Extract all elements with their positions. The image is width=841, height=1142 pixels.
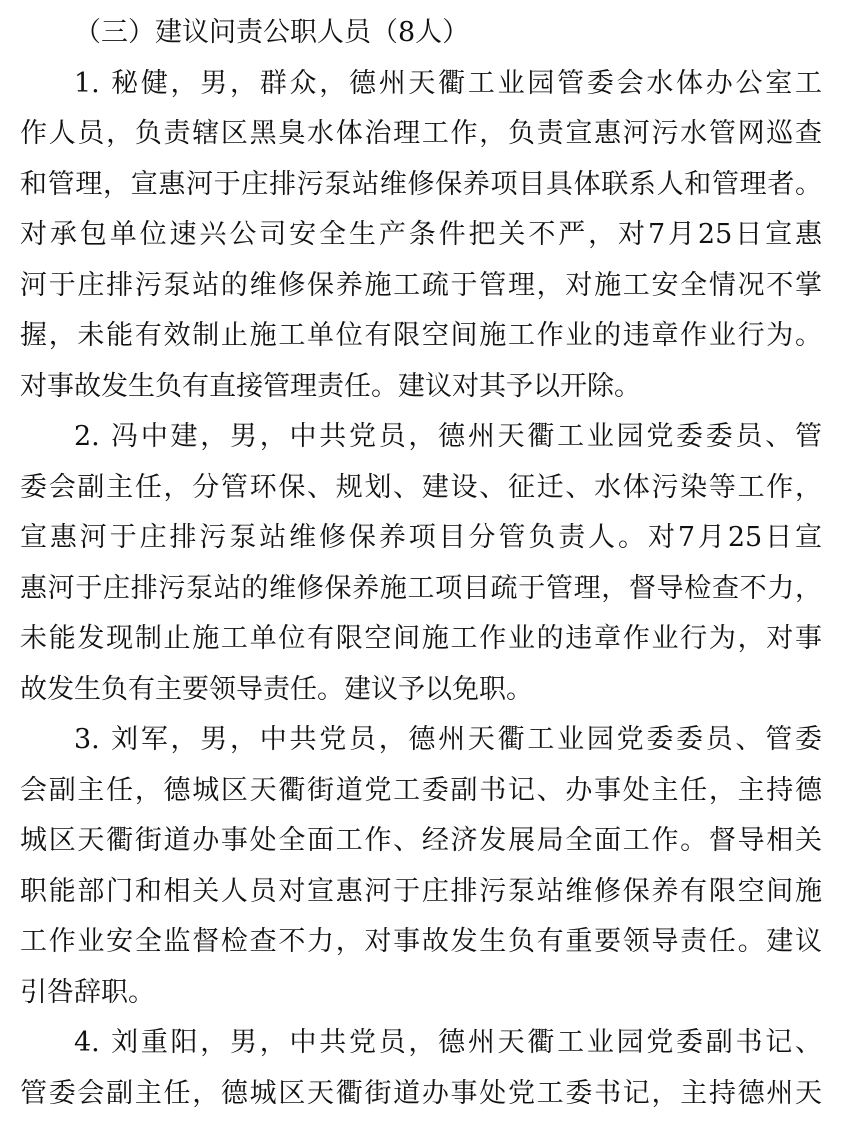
paragraph-2-line-4: 惠河于庄排污泵站的维修保养施工项目疏于管理，督导检查不力， bbox=[20, 572, 822, 604]
document-body bbox=[20, 8, 822, 1119]
paragraph-2-line-6: 故发生负有主要领导责任。建议予以免职。 bbox=[20, 673, 533, 705]
paragraph-3-line-1: 3. 刘军，男，中共党员，德州天衢工业园党委委员、管委 bbox=[74, 724, 822, 755]
paragraph-1-line-6: 握，未能有效制止施工单位有限空间施工作业的违章作业行为。 bbox=[20, 320, 822, 351]
paragraph-2-line-1: 2. 冯中建，男，中共党员，德州天衢工业园党委委员、管 bbox=[74, 421, 822, 452]
paragraph-1-line-2: 作人员，负责辖区黑臭水体治理工作，负责宣惠河污水管网巡查 bbox=[20, 118, 822, 149]
section-heading: （三）建议问责公职人员（8人） bbox=[74, 17, 470, 48]
paragraph-1-line-1: 1. 秘健，男，群众，德州天衢工业园管委会水体办公室工 bbox=[74, 67, 822, 99]
paragraph-3-line-6: 引咎辞职。 bbox=[20, 976, 155, 1008]
paragraph-1-line-3: 和管理，宣惠河于庄排污泵站维修保养项目具体联系人和管理者。 bbox=[20, 168, 822, 200]
paragraph-4-line-2: 管委会副主任，德城区天衢街道办事处党工委书记，主持德州天 bbox=[20, 1077, 822, 1109]
paragraph-1-line-4: 对承包单位速兴公司安全生产条件把关不严，对7月25日宣惠 bbox=[20, 219, 822, 250]
paragraph-2-line-5: 未能发现制止施工单位有限空间施工作业的违章作业行为，对事 bbox=[20, 623, 822, 654]
paragraph-3-line-3: 城区天衢街道办事处全面工作、经济发展局全面工作。督导相关 bbox=[20, 825, 822, 856]
paragraph-2-line-2: 委会副主任，分管环保、规划、建设、征迁、水体污染等工作， bbox=[20, 471, 822, 503]
paragraph-1-line-7: 对事故发生负有直接管理责任。建议对其予以开除。 bbox=[20, 370, 641, 402]
paragraph-1-line-5: 河于庄排污泵站的维修保养施工疏于管理，对施工安全情况不掌 bbox=[20, 269, 822, 301]
paragraph-3-line-5: 工作业安全监督检查不力，对事故发生负有重要领导责任。建议 bbox=[20, 926, 822, 957]
paragraph-4-line-1: 4. 刘重阳，男，中共党员，德州天衢工业园党委副书记、 bbox=[74, 1027, 822, 1058]
paragraph-3-line-4: 职能部门和相关人员对宣惠河于庄排污泵站维修保养有限空间施 bbox=[20, 875, 822, 907]
paragraph-2-line-3: 宣惠河于庄排污泵站维修保养项目分管负责人。对7月25日宣 bbox=[20, 522, 822, 553]
paragraph-3-line-2: 会副主任，德城区天衢街道党工委副书记、办事处主任，主持德 bbox=[20, 774, 822, 806]
